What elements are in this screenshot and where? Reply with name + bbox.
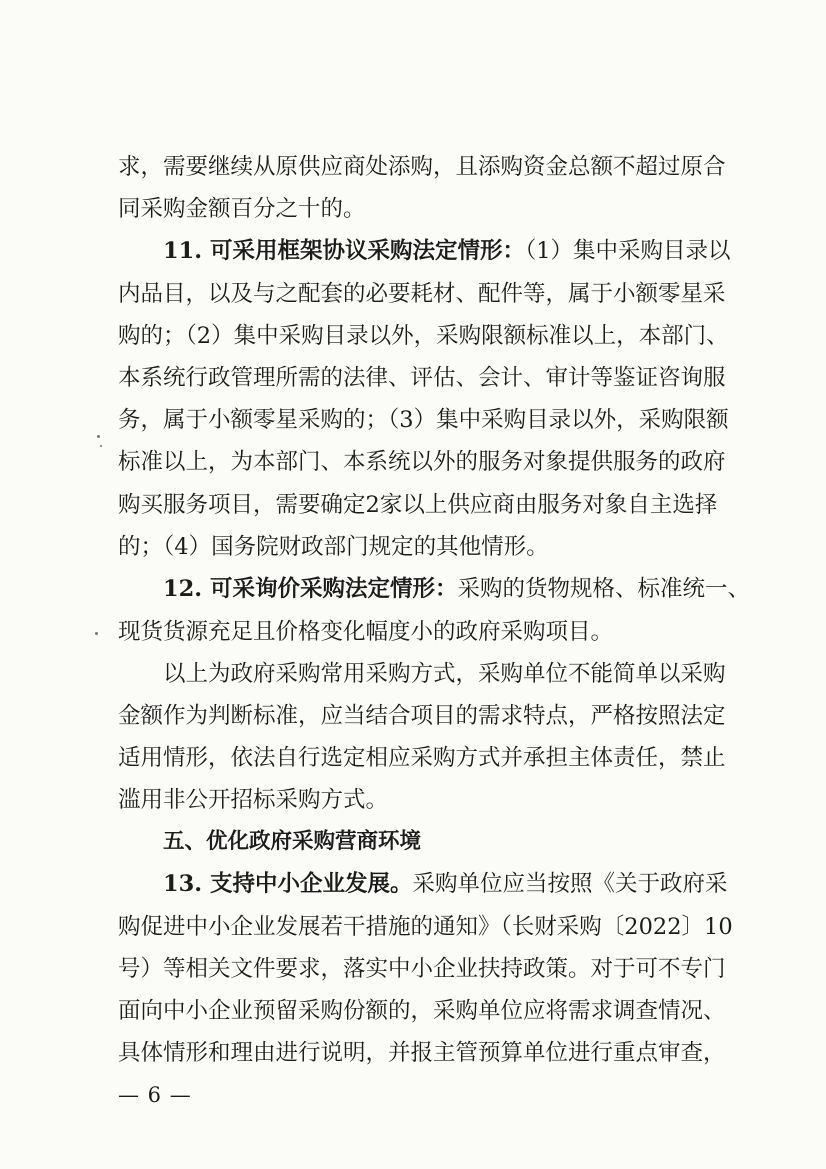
item-13-heading: 13. 支持中小企业发展。	[163, 871, 413, 897]
item-12-first-line: 12. 可采询价采购法定情形：采购的货物规格、标准统一、	[163, 576, 750, 602]
paragraph-line: 购的；（2）集中采购目录以外，采购限额标准以上，本部门、	[118, 323, 729, 349]
paragraph-line: 求，需要继续从原供应商处添购，且添购资金总额不超过原合	[118, 154, 726, 180]
item-11-first-line: 11. 可采用框架协议采购法定情形：（1）集中采购目录以	[163, 238, 731, 264]
paragraph-line: 的；（4）国务院财政部门规定的其他情形。	[118, 534, 549, 560]
paragraph-line: 同采购金额百分之十的。	[118, 196, 366, 222]
scan-speck	[95, 632, 98, 635]
section-heading: 五、优化政府采购营商环境	[163, 829, 422, 854]
paragraph-line: 标准以上，为本部门、本系统以外的服务对象提供服务的政府	[118, 449, 726, 475]
item-12-heading: 12. 可采询价采购法定情形：	[163, 576, 458, 602]
scan-speck	[97, 435, 100, 438]
paragraph-line: 滥用非公开招标采购方式。	[118, 787, 389, 813]
paragraph-line: 现货货源充足且价格变化幅度小的政府采购项目。	[118, 619, 614, 645]
paragraph-line: 购买服务项目，需要确定2家以上供应商由服务对象自主选择	[118, 492, 718, 518]
item-11-heading: 11. 可采用框架协议采购法定情形：	[163, 238, 525, 264]
paragraph-line: 具体情形和理由进行说明，并报主管预算单位进行重点审查，	[118, 1040, 726, 1066]
paragraph-line: 内品目，以及与之配套的必要耗材、配件等，属于小额零星采	[118, 281, 726, 307]
paragraph-line: 本系统行政管理所需的法律、评估、会计、审计等鉴证咨询服	[118, 365, 726, 391]
paragraph-line: 购促进中小企业发展若干措施的通知》（长财采购〔2022〕10	[118, 914, 733, 940]
paragraph-line: 务，属于小额零星采购的；（3）集中采购目录以外，采购限额	[118, 407, 729, 433]
paragraph-line: 适用情形，依法自行选定相应采购方式并承担主体责任，禁止	[118, 745, 726, 771]
paragraph-line: 以上为政府采购常用采购方式，采购单位不能简单以采购	[163, 661, 726, 687]
paragraph-line: 面向中小企业预留采购份额的，采购单位应将需求调查情况、	[118, 998, 726, 1024]
item-13-first-line: 13. 支持中小企业发展。采购单位应当按照《关于政府采	[163, 871, 728, 897]
paragraph-line: 金额作为判断标准，应当结合项目的需求特点，严格按照法定	[118, 703, 726, 729]
page-number: — 6 —	[118, 1083, 192, 1107]
scan-speck	[100, 445, 102, 447]
paragraph-line: 号）等相关文件要求，落实中小企业扶持政策。对于可不专门	[118, 956, 726, 982]
